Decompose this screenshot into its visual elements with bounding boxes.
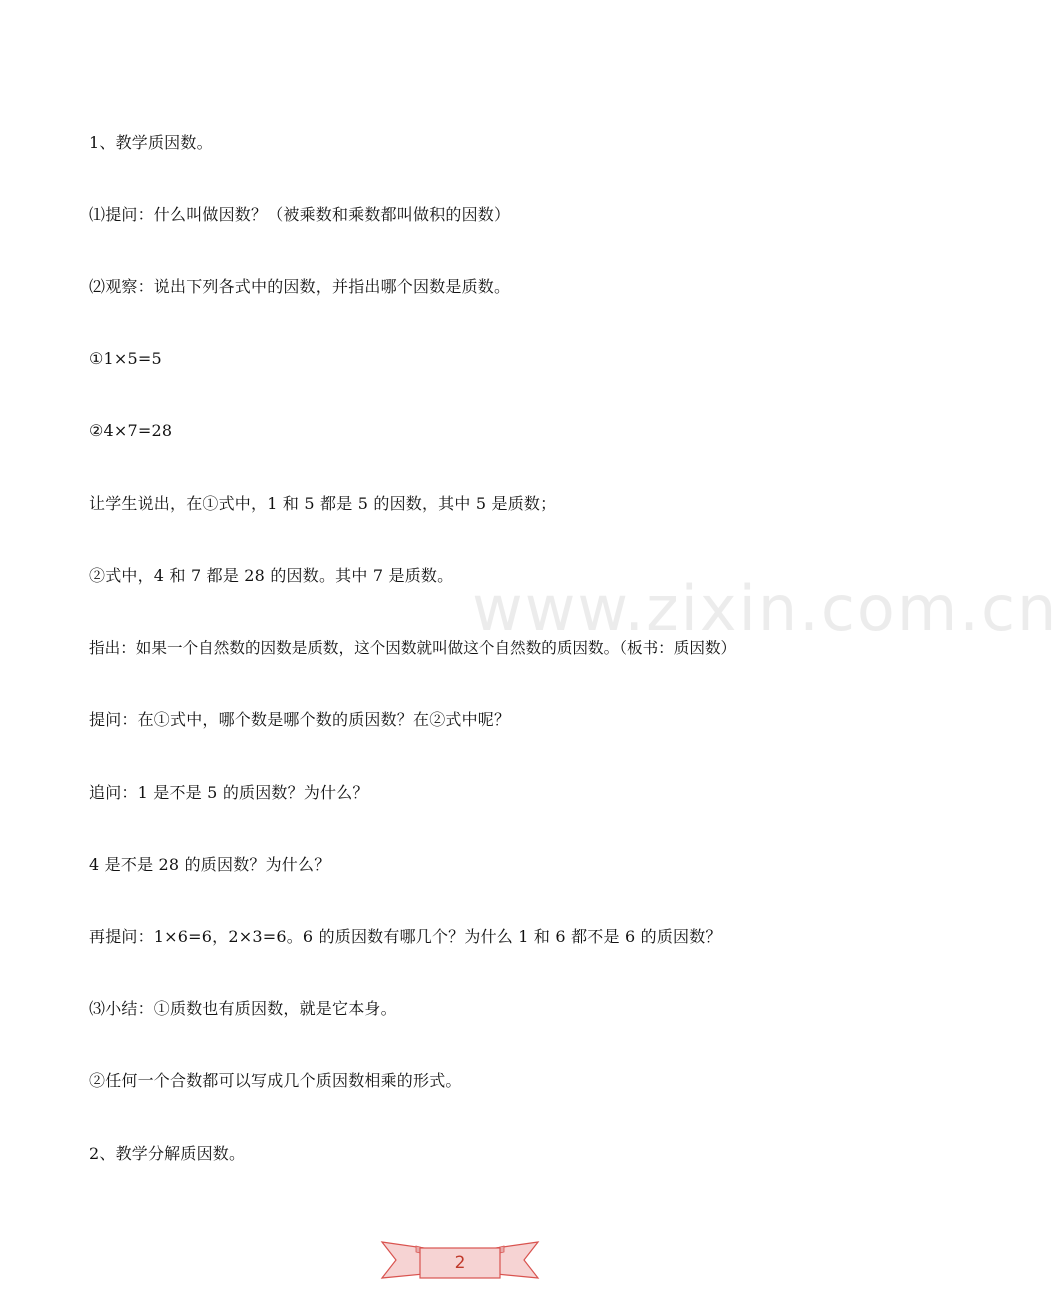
- paragraph-summary-two: ②任何一个合数都可以写成几个质因数相乘的形式。: [89, 1071, 462, 1090]
- watermark: www.zixin.com.cn: [472, 572, 1058, 645]
- paragraph-question-six: 再提问：1×6=6，2×3=6。6 的质因数有哪几个？为什么 1 和 6 都不是 6 的质因数？: [89, 927, 722, 946]
- section-heading-prime-factors: 1、教学质因数。: [89, 133, 213, 152]
- paragraph-student-answer-two: ②式中，4 和 7 都是 28 的因数。其中 7 是质数。: [89, 566, 454, 585]
- paragraph-definition: 指出：如果一个自然数的因数是质数，这个因数就叫做这个自然数的质因数。（板书：质因数）: [89, 639, 737, 657]
- equation-two: ②4×7=28: [89, 421, 173, 440]
- paragraph-observe: ⑵观察：说出下列各式中的因数，并指出哪个因数是质数。: [89, 277, 511, 296]
- page-number: 2: [454, 1253, 466, 1273]
- equation-one: ①1×5=5: [89, 349, 162, 368]
- paragraph-summary-one: ⑶小结：①质数也有质因数，就是它本身。: [89, 999, 397, 1018]
- paragraph-follow-up-one: 追问：1 是不是 5 的质因数？为什么？: [89, 783, 369, 802]
- paragraph-student-answer-one: 让学生说出，在①式中，1 和 5 都是 5 的因数，其中 5 是质数；: [89, 494, 557, 513]
- page-number-badge: [380, 1232, 540, 1288]
- paragraph-follow-up-two: 4 是不是 28 的质因数？为什么？: [89, 855, 331, 874]
- paragraph-question-which: 提问：在①式中，哪个数是哪个数的质因数？在②式中呢？: [89, 710, 511, 729]
- section-heading-factorization: 2、教学分解质因数。: [89, 1144, 246, 1163]
- paragraph-question-factors: ⑴提问：什么叫做因数？（被乘数和乘数都叫做积的因数）: [89, 205, 511, 224]
